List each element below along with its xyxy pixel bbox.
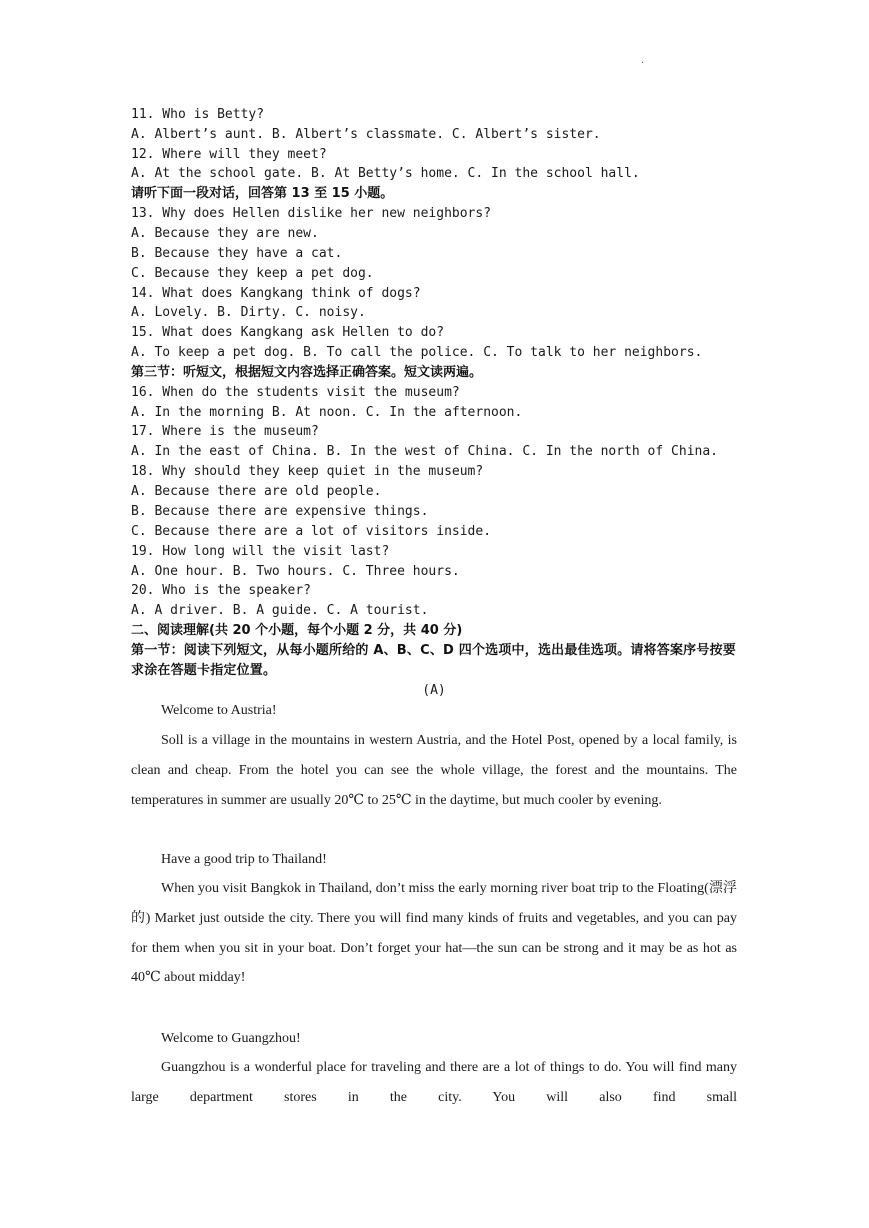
answer-options-line: A. Lovely. B. Dirty. C. noisy. <box>131 305 366 320</box>
question-line: 19. How long will the visit last? <box>131 544 390 559</box>
passage-paragraph-guangzhou: Guangzhou is a wonderful place for traveling and there are a lot of things to do. You will find many large department stores in the city. You will also find small <box>131 1060 737 1105</box>
answer-options-line: A. To keep a pet dog. B. To call the police. C. To talk to her neighbors. <box>131 345 703 360</box>
question-line: 14. What does Kangkang think of dogs? <box>131 286 421 301</box>
answer-option-line: A. Because they are new. <box>131 226 319 241</box>
answer-options-line: A. One hour. B. Two hours. C. Three hours. <box>131 564 460 579</box>
answer-option-line: B. Because there are expensive things. <box>131 504 429 519</box>
reading-heading: 二、阅读理解(共 20 个小题，每个小题 2 分，共 40 分) <box>131 623 463 638</box>
question-line: 20. Who is the speaker? <box>131 583 312 598</box>
answer-options-line: A. Albert’s aunt. B. Albert’s classmate. C. Albert’s sister. <box>131 127 601 142</box>
header-mark: . <box>641 55 645 66</box>
passage-paragraph-austria: Soll is a village in the mountains in western Austria, and the Hotel Post, opened by a local family, is clean and cheap. From the hotel you can see the whole village, the forest and the mountains. The temperatures in summer are usually 20℃ to 25℃ in the daytime, but much cooler by evening. <box>131 733 737 808</box>
passage-paragraph-thailand: When you visit Bangkok in Thailand, don’t miss the early morning river boat trip to the Floating(漂浮的) Market just outside the city. There you will find many kinds of fruits and vegetables, and you can pay for them when you sit in your boat. Don’t forget your hat—the sun can be strong and it may be as hot as 40℃ about midday! <box>131 881 737 986</box>
passage-label: (A) <box>422 683 446 698</box>
reading-instruction: 第一节：阅读下列短文，从每小题所给的 A、B、C、D 四个选项中，选出最佳选项。请将答案序号按要求涂在答题卡指定位置。 <box>131 643 736 678</box>
answer-options-line: A. A driver. B. A guide. C. A tourist. <box>131 603 429 618</box>
question-line: 15. What does Kangkang ask Hellen to do? <box>131 325 445 340</box>
answer-option-line: B. Because they have a cat. <box>131 246 343 261</box>
question-line: 18. Why should they keep quiet in the museum? <box>131 464 484 479</box>
instruction-13-15: 请听下面一段对话，回答第 13 至 15 小题。 <box>131 186 394 201</box>
question-line: 11. Who is Betty? <box>131 107 265 122</box>
question-line: 13. Why does Hellen dislike her new neighbors? <box>131 206 492 221</box>
answer-options-line: A. In the east of China. B. In the west of China. C. In the north of China. <box>131 444 718 459</box>
passage-title-guangzhou: Welcome to Guangzhou! <box>161 1031 301 1046</box>
passage-title-thailand: Have a good trip to Thailand! <box>161 852 327 867</box>
question-line: 16. When do the students visit the museum? <box>131 385 460 400</box>
answer-option-line: C. Because they keep a pet dog. <box>131 266 374 281</box>
question-line: 12. Where will they meet? <box>131 147 327 162</box>
question-line: 17. Where is the museum? <box>131 424 319 439</box>
section3-heading: 第三节：听短文，根据短文内容选择正确答案。短文读两遍。 <box>131 365 483 380</box>
passage-title-austria: Welcome to Austria! <box>161 703 277 718</box>
answer-option-line: C. Because there are a lot of visitors inside. <box>131 524 492 539</box>
answer-options-line: A. At the school gate. B. At Betty’s home. C. In the school hall. <box>131 166 640 181</box>
answer-option-line: A. Because there are old people. <box>131 484 382 499</box>
answer-options-line: A. In the morning B. At noon. C. In the afternoon. <box>131 405 523 420</box>
